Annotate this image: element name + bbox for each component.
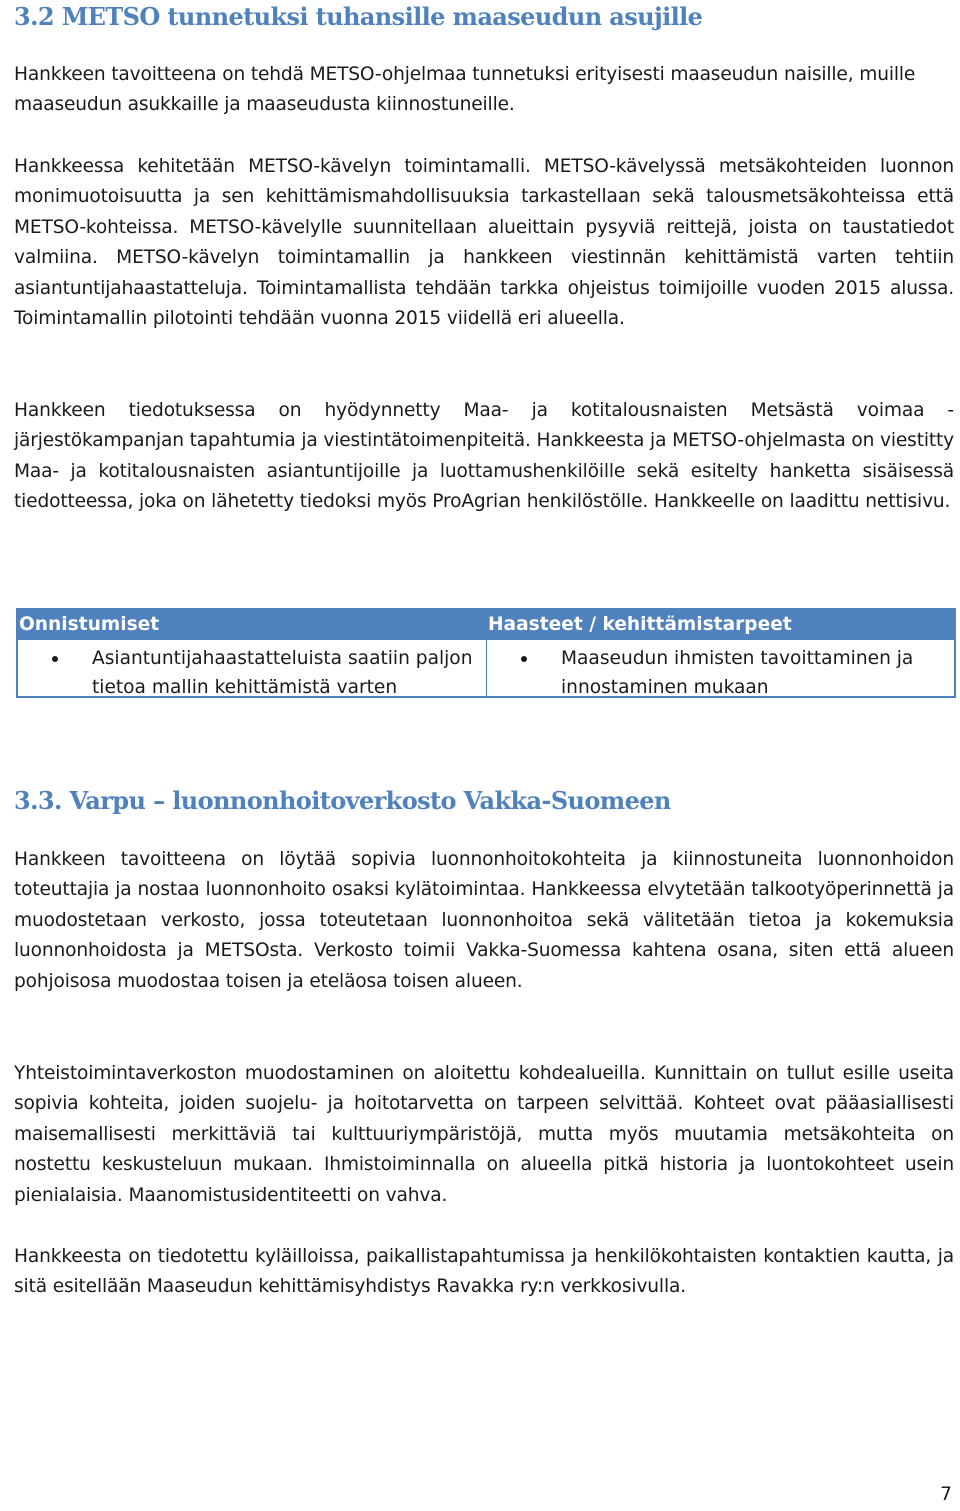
table-cell-challenges [487,640,954,702]
page-number: 7 [940,1484,952,1505]
results-table [16,608,956,698]
paragraph-goal: Hankkeen tavoitteena on tehdä METSO-ohjelmaa tunnetuksi erityisesti maaseudun naisille, muille maaseudun asukkaille ja maaseudusta kiinnostuneille. [14,64,916,116]
paragraph-varpu-goal: Hankkeen tavoitteena on löytää sopivia luonnonhoitokohteita ja kiinnostuneita luonnonhoidon toteuttajia ja nostaa luonnonhoito osaksi kylätoimintaa. Hankkeessa elvytetään talkootyöperinnettä ja muodostetaan verkosto, jossa toteutetaan luonnonhoitoa sekä välitetään tietoa ja kokemuksia luonnonhoidosta ja METSOsta. Verkosto toimii Vakka-Suomessa kahtena osana, siten että alueen pohjoisosa muodostaa toisen ja eteläosa toisen alueen. [14,849,954,992]
paragraph-info: Hankkeesta on tiedotettu kyläilloissa, paikallistapahtumissa ja henkilökohtaisten kontaktien kautta, ja sitä esitellään Maaseudun kehittämisyhdistys Ravakka ry:n verkkosivulla. [14,1246,954,1298]
paragraph-network: Yhteistoimintaverkoston muodostaminen on aloitettu kohdealueilla. Kunnittain on tullut esille useita sopivia kohteita, joiden suojelu- ja hoitotarvetta on tarpeen selvittää. Kohteet ovat pääasiallisesti maisemallisesti merkittäviä tai kulttuuriympäristöjä, mutta myös muutamia metsäkohteita on nostettu keskusteluun mukaan. Ihmistoiminnalla on alueella pitkä historia ja luontokohteet usein pienialaisia. Maanomistusidentiteetti on vahva. [14,1063,954,1206]
list-item: Maaseudun ihmisten tavoittaminen ja innostaminen mukaan [561,648,914,698]
bullet-icon [52,656,58,662]
table-column-successes [18,610,486,696]
paragraph-metso-walk: Hankkeessa kehitetään METSO-kävelyn toimintamalli. METSO-kävelyssä metsäkohteiden luonnon monimuotoisuutta ja sen kehittämismahdollisuuksia tarkastellaan sekä talousmetsäkohteissa että METSO-kohteissa. METSO-kävelylle suunnitellaan alueittain pysyviä reittejä, joista on taustatiedot valmiina. METSO-kävelyn toimintamallin ja hankkeen viestinnän kehittämistä varten tehtiin asiantuntijahaastatteluja. Toimintamallista tehdään tarkka ohjeistus toimijoille vuoden 2015 alussa. Toimintamallin pilotointi tehdään vuonna 2015 viidellä eri alueella. [14,156,954,330]
section-heading-3-3: 3.3. Varpu – luonnonhoitoverkosto Vakka-Suomeen [14,786,671,815]
table-column-challenges [486,610,954,696]
table-header-successes: Onnistumiset [18,610,486,640]
table-cell-successes [18,640,486,702]
paragraph-communication: Hankkeen tiedotuksessa on hyödynnetty Maa- ja kotitalousnaisten Metsästä voimaa -järjestökampanjan tapahtumia ja viestintätoimenpiteitä. Hankkeesta ja METSO-ohjelmasta on viestitty Maa- ja kotitalousnaisten asiantuntijoille ja luottamushenkilöille sekä esitelty hanketta sisäisessä tiedotteessa, joka on lähetetty tiedoksi myös ProAgrian henkilöstölle. Hankkeelle on laadittu nettisivu. [14,400,955,513]
section-heading-3-2: 3.2 METSO tunnetuksi tuhansille maaseudun asujille [14,2,703,31]
list-item: Asiantuntijahaastatteluista saatiin paljon tietoa mallin kehittämistä varten [92,648,473,698]
table-header-challenges: Haasteet / kehittämistarpeet [487,610,954,640]
bullet-icon [521,656,527,662]
